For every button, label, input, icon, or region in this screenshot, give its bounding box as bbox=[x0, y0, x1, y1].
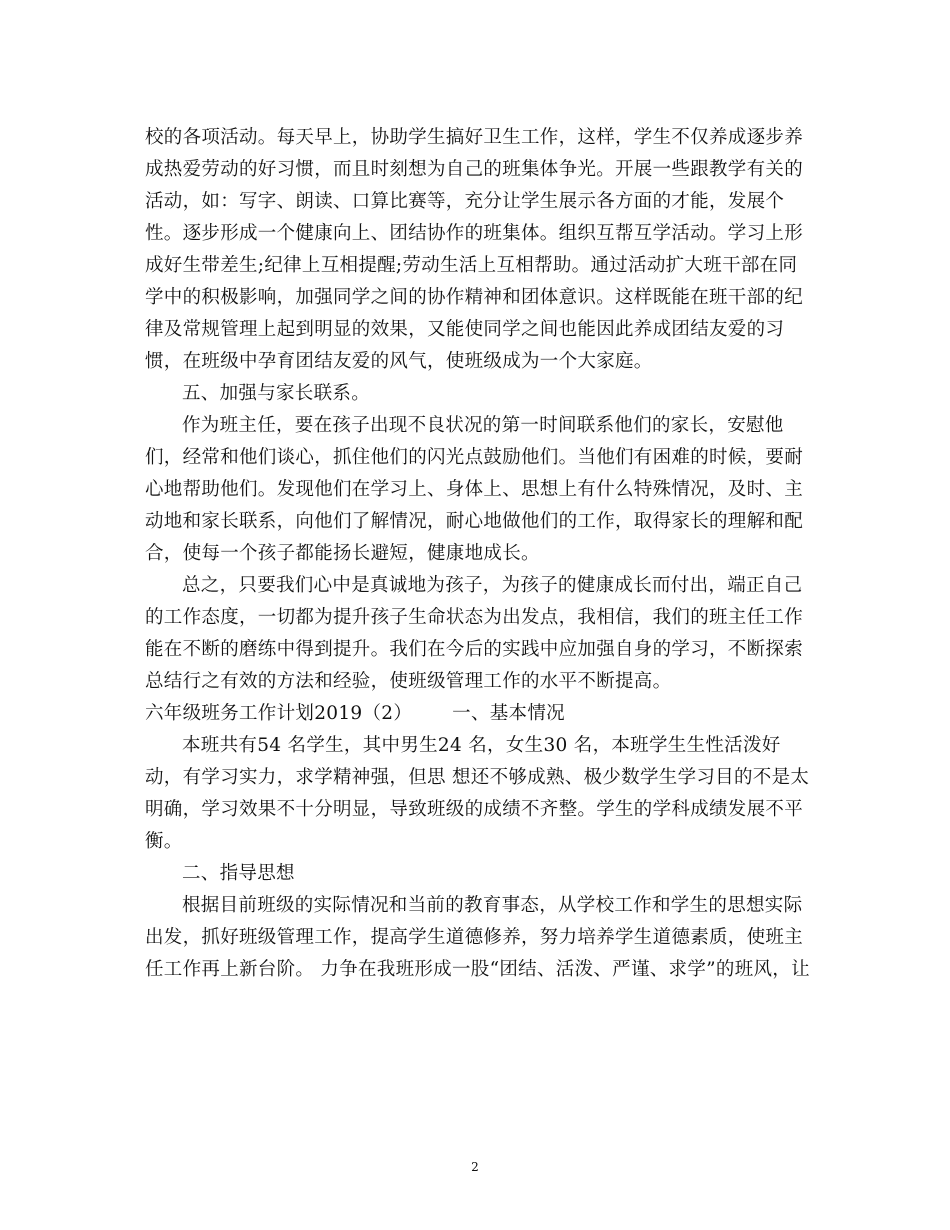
text-line: 任工作再上新台阶。 力争在我班形成一股“团结、活泼、严谨、求学”的班风，让 bbox=[145, 959, 810, 980]
document-title: 六年级班务工作计划2019（2） bbox=[145, 703, 413, 724]
body-text bbox=[145, 122, 817, 986]
text-line: 性。逐步形成一个健康向上、团结协作的班集体。组织互帮互学活动。学习上形 bbox=[145, 223, 804, 244]
section-heading: 五、加强与家长联系。 bbox=[182, 383, 371, 404]
text-line: 衡。 bbox=[145, 831, 183, 852]
text-line: 动，有学习实力，求学精神强，但思 想还不够成熟、极少数学生学习目的不是太 bbox=[145, 767, 810, 788]
text-line: 出发，抓好班级管理工作，提高学生道德修养，努力培养学生道德素质，使班主 bbox=[145, 927, 804, 948]
text-line: 成热爱劳动的好习惯，而且时刻想为自己的班集体争光。开展一些跟教学有关的 bbox=[145, 159, 804, 180]
text-line: 能在不断的磨练中得到提升。我们在今后的实践中应加强自身的学习，不断探索 bbox=[145, 639, 804, 660]
text-line: 学中的积极影响，加强同学之间的协作精神和团体意识。这样既能在班干部的纪 bbox=[145, 287, 804, 308]
text-line: 合，使每一个孩子都能扬长避短，健康地成长。 bbox=[145, 543, 540, 564]
text-line: 的工作态度，一切都为提升孩子生命状态为出发点，我相信，我们的班主任工作 bbox=[145, 607, 804, 628]
section-heading: 一、基本情况 bbox=[452, 703, 565, 724]
text-line: 动地和家长联系，向他们了解情况，耐心地做他们的工作，取得家长的理解和配 bbox=[145, 511, 804, 532]
text-line: 惯，在班级中孕育团结友爱的风气，使班级成为一个大家庭。 bbox=[145, 351, 653, 372]
text-line: 律及常规管理上起到明显的效果，又能使同学之间也能因此养成团结友爱的习 bbox=[145, 319, 785, 340]
page-number: 2 bbox=[471, 1160, 479, 1174]
section-heading: 二、指导思想 bbox=[182, 863, 295, 884]
text-line: 们，经常和他们谈心，抓住他们的闪光点鼓励他们。当他们有困难的时候，要耐 bbox=[145, 447, 804, 468]
text-line: 根据目前班级的实际情况和当前的教育事态，从学校工作和学生的思想实际 bbox=[182, 895, 803, 916]
text-line: 活动，如：写字、朗读、口算比赛等，充分让学生展示各方面的才能，发展个 bbox=[145, 191, 785, 212]
text-line: 总之，只要我们心中是真诚地为孩子，为孩子的健康成长而付出，端正自己 bbox=[182, 575, 803, 596]
title-line bbox=[145, 698, 817, 730]
text-line: 成好生带差生;纪律上互相提醒;劳动生活上互相帮助。通过活动扩大班干部在同 bbox=[145, 255, 798, 276]
text-line: 本班共有54 名学生，其中男生24 名，女生30 名，本班学生生性活泼好 bbox=[182, 735, 781, 756]
text-line: 心地帮助他们。发现他们在学习上、身体上、思想上有什么特殊情况，及时、主 bbox=[145, 479, 804, 500]
text-line: 明确，学习效果不十分明显，导致班级的成绩不齐整。学生的学科成绩发展不平 bbox=[145, 799, 804, 820]
text-line: 总结行之有效的方法和经验，使班级管理工作的水平不断提高。 bbox=[145, 671, 672, 692]
text-line: 校的各项活动。每天早上，协助学生搞好卫生工作，这样，学生不仅养成逐步养 bbox=[145, 127, 804, 148]
text-line: 作为班主任，要在孩子出现不良状况的第一时间联系他们的家长，安慰他 bbox=[182, 415, 784, 436]
